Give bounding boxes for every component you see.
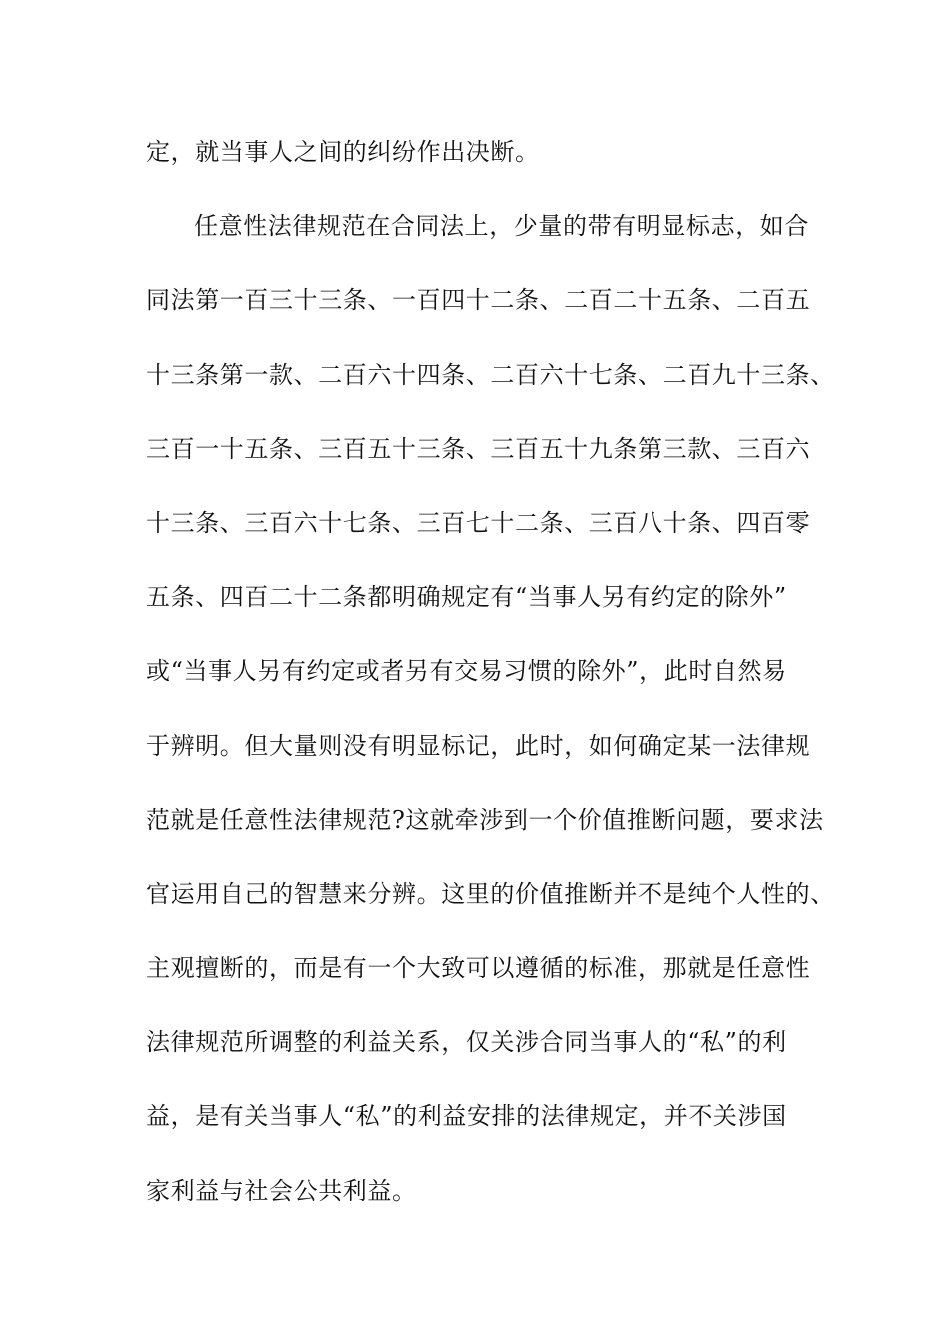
- text-line: 家利益与社会公共利益。: [146, 1176, 417, 1205]
- text-line: 主观擅断的，而是有一个大致可以遵循的标准，那就是任意性: [146, 954, 811, 983]
- text-line: 于辨明。但大量则没有明显标记，此时，如何确定某一法律规: [146, 731, 811, 760]
- body-text: [146, 124, 836, 1237]
- text-line: 益，是有关当事人“私”的利益安排的法律规定，并不关涉国: [146, 1102, 787, 1131]
- text-line: 或“当事人另有约定或者另有交易习惯的除外”，此时自然易: [146, 657, 787, 686]
- text-line: 范就是任意性法律规范?这就牵涉到一个价值推断问题，要求法: [146, 805, 824, 834]
- text-line: 法律规范所调整的利益关系，仅关涉合同当事人的“私”的利: [146, 1028, 787, 1057]
- text-line: 定，就当事人之间的纠纷作出决断。: [146, 138, 540, 166]
- text-line: 十三条、三百六十七条、三百七十二条、三百八十条、四百零: [146, 508, 811, 537]
- text-line: 三百一十五条、三百五十三条、三百五十九条第三款、三百六: [146, 434, 811, 463]
- text-line: 五条、四百二十二条都明确规定有“当事人另有约定的除外”: [146, 583, 787, 612]
- text-line: 官运用自己的智慧来分辨。这里的价值推断并不是纯个人性的、: [146, 879, 835, 908]
- text-line: 同法第一百三十三条、一百四十二条、二百二十五条、二百五: [146, 286, 811, 315]
- text-line: 十三条第一款、二百六十四条、二百六十七条、二百九十三条、: [146, 360, 835, 389]
- paragraph-first-line: 任意性法律规范在合同法上，少量的带有明显标志，如合: [194, 212, 809, 241]
